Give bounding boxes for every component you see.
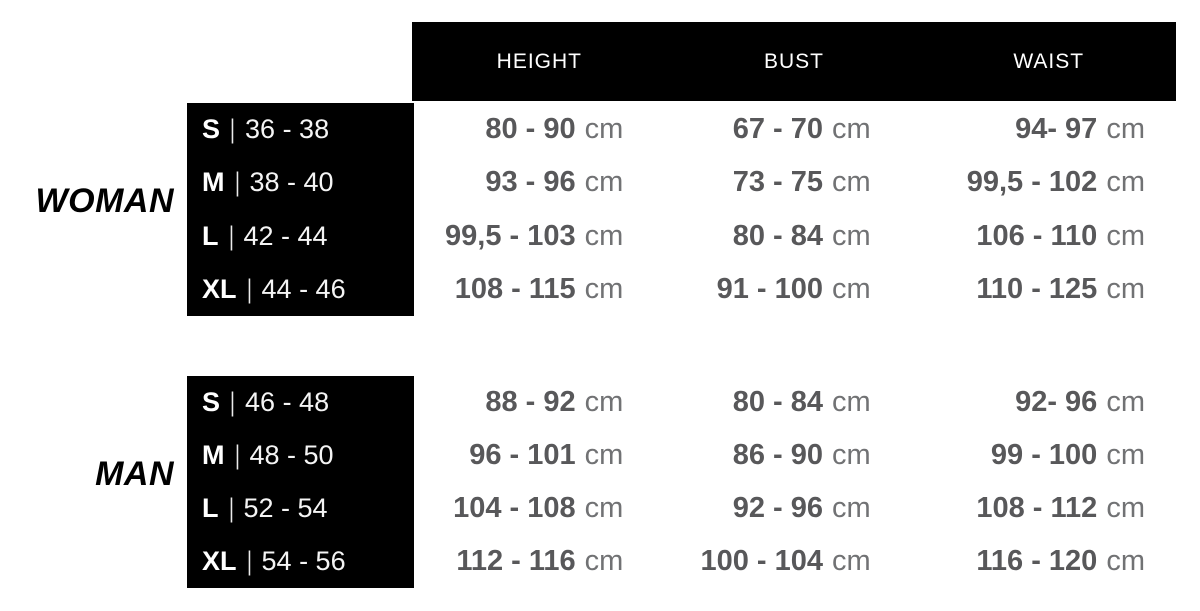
measurement-header-bar [412,22,1176,101]
height-value [413,103,667,156]
unit-label: cm [831,272,871,305]
unit-label: cm [584,113,624,146]
value-range: 73 - 75 [732,166,823,199]
size-separator: | [246,546,252,576]
size-separator: | [228,493,234,523]
size-row-l [187,482,414,535]
unit-label: cm [584,545,624,577]
unit-label: cm [1106,272,1145,305]
column-header-waist: WAIST [1013,49,1085,73]
size-range: 54 - 56 [261,546,346,576]
unit-label: cm [1106,492,1145,524]
size-label: M [202,440,225,470]
size-range: 52 - 54 [243,493,328,523]
value-range: 80 - 90 [485,113,576,146]
value-range: 93 - 96 [485,166,576,199]
waist-value [922,376,1176,429]
size-row-s [187,103,414,156]
woman-size-box [187,103,414,316]
height-value [413,156,667,209]
value-range: 116 - 120 [976,545,1098,577]
unit-label: cm [1106,545,1145,577]
unit-label: cm [1106,166,1145,199]
height-value [413,210,667,263]
value-range: 99,5 - 102 [966,166,1098,199]
size-row-xl [187,535,414,588]
waist-value [922,210,1176,263]
unit-label: cm [831,166,871,199]
unit-label: cm [831,545,871,577]
bust-value [667,376,921,429]
height-value [413,429,667,482]
column-header-height: HEIGHT [496,49,582,73]
unit-label: cm [584,166,624,199]
size-label: S [202,387,221,417]
waist-value [922,263,1176,316]
size-range: 38 - 40 [249,167,334,198]
bust-value [667,156,921,209]
value-range: 94- 97 [1015,113,1098,146]
height-value [413,482,667,535]
value-range: 80 - 84 [732,219,823,252]
unit-label: cm [584,386,624,418]
woman-values-grid [413,103,1176,316]
height-value [413,263,667,316]
unit-label: cm [831,113,871,146]
size-separator: | [234,440,240,470]
value-range: 112 - 116 [456,545,576,577]
height-value [413,535,667,588]
unit-label: cm [831,219,871,252]
value-range: 92- 96 [1015,386,1098,418]
size-range: 44 - 46 [261,273,346,304]
unit-label: cm [584,492,624,524]
size-label: M [202,167,225,198]
size-row-s [187,376,414,429]
waist-value [922,429,1176,482]
waist-value [922,535,1176,588]
waist-value [922,156,1176,209]
bust-value [667,210,921,263]
bust-value [667,429,921,482]
size-row-l [187,210,414,263]
size-label: L [202,493,219,523]
bust-value [667,263,921,316]
unit-label: cm [1106,219,1145,252]
value-range: 99,5 - 103 [445,219,576,252]
unit-label: cm [1106,386,1145,418]
size-separator: | [246,273,252,304]
size-separator: | [228,220,234,251]
column-header-bust: BUST [764,49,825,73]
unit-label: cm [1106,439,1145,471]
value-range: 108 - 115 [454,272,576,305]
bust-value [667,482,921,535]
size-range: 46 - 48 [245,387,330,417]
size-separator: | [230,387,235,417]
unit-label: cm [584,219,624,252]
value-range: 67 - 70 [732,113,823,146]
size-label: XL [202,273,237,304]
value-range: 108 - 112 [976,492,1098,524]
size-range: 36 - 38 [245,114,330,145]
size-row-xl [187,263,414,316]
value-range: 100 - 104 [700,545,823,577]
size-label: L [202,220,219,251]
man-size-box [187,376,414,588]
value-range: 106 - 110 [976,219,1098,252]
unit-label: cm [584,439,624,471]
size-label: S [202,114,221,145]
value-range: 80 - 84 [732,386,823,418]
section-label-man: MAN [95,455,174,493]
size-range: 48 - 50 [249,440,334,470]
man-values-grid [413,376,1176,588]
size-row-m [187,429,414,482]
waist-value [922,103,1176,156]
bust-value [667,535,921,588]
value-range: 86 - 90 [732,439,823,471]
unit-label: cm [584,272,624,305]
unit-label: cm [831,386,871,418]
section-label-woman: WOMAN [35,182,174,220]
size-label: XL [202,546,237,576]
bust-value [667,103,921,156]
value-range: 104 - 108 [453,492,576,524]
value-range: 88 - 92 [485,386,576,418]
value-range: 91 - 100 [716,272,823,305]
unit-label: cm [831,439,871,471]
size-range: 42 - 44 [243,220,328,251]
unit-label: cm [831,492,871,524]
value-range: 110 - 125 [976,272,1098,305]
value-range: 96 - 101 [469,439,576,471]
size-row-m [187,156,414,209]
height-value [413,376,667,429]
size-separator: | [234,167,240,198]
size-separator: | [230,114,235,145]
value-range: 92 - 96 [732,492,823,524]
waist-value [922,482,1176,535]
value-range: 99 - 100 [990,439,1098,471]
unit-label: cm [1106,113,1145,146]
